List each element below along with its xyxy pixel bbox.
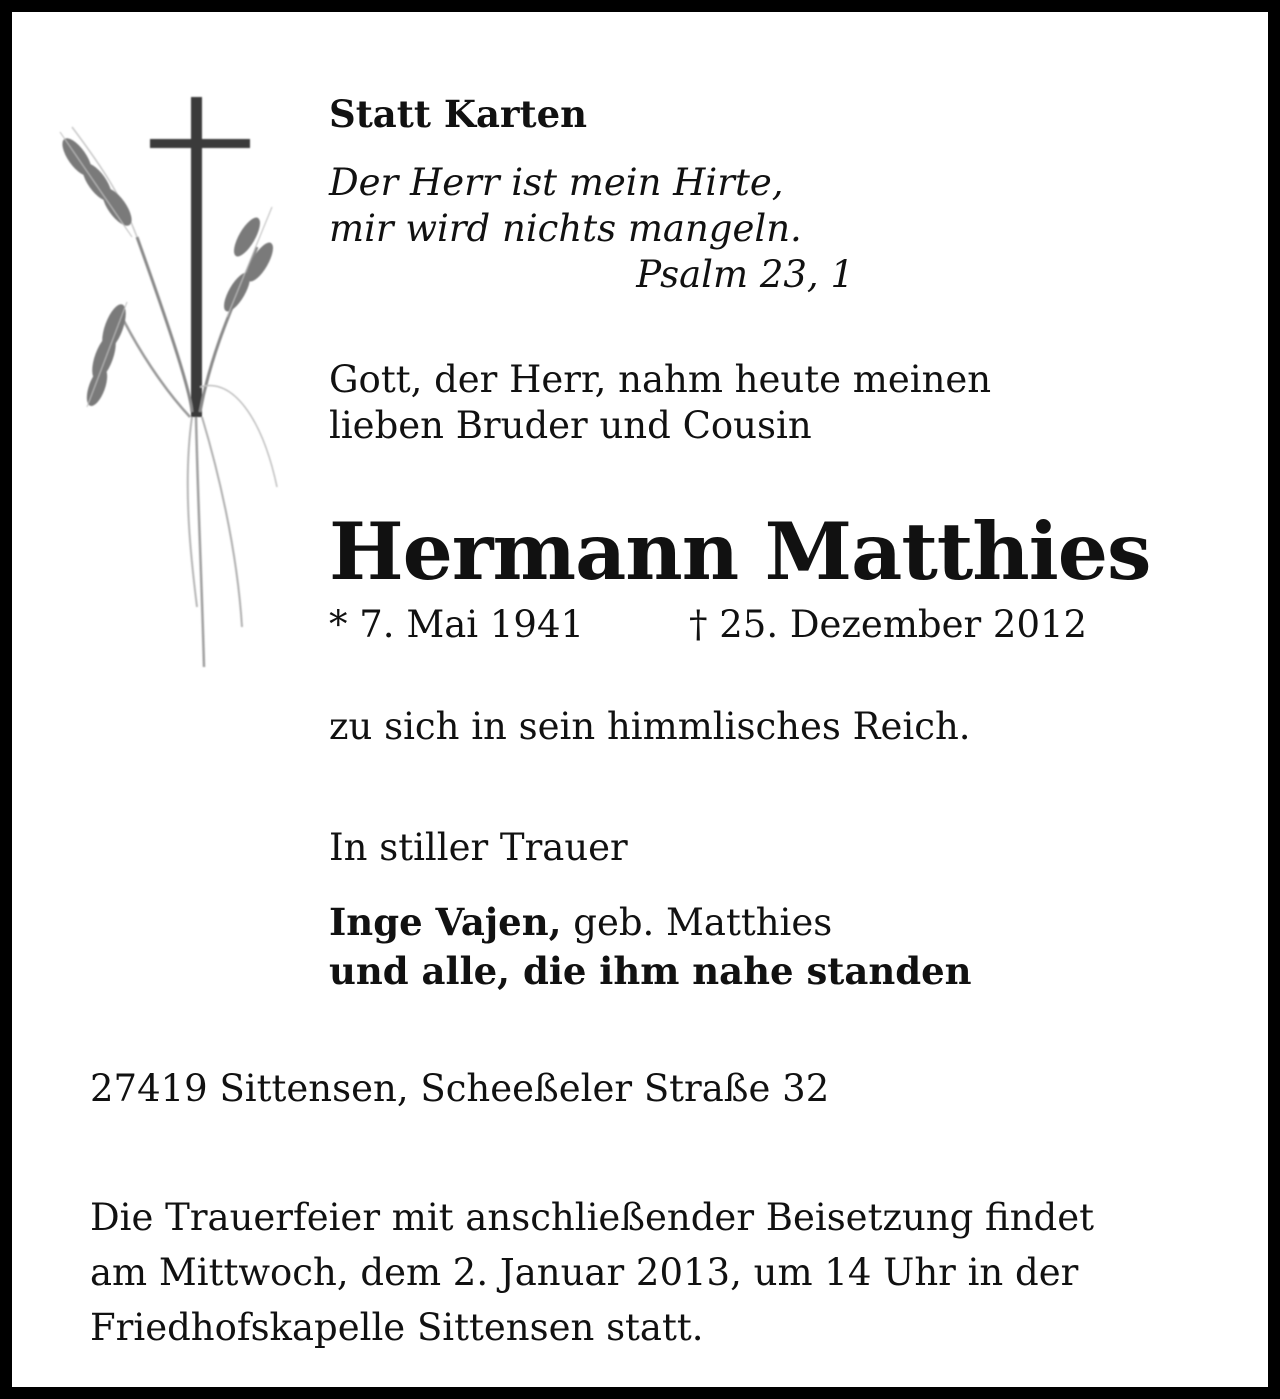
deceased-name: Hermann Matthies xyxy=(329,505,1151,598)
primary-mourner-name: Inge Vajen, xyxy=(329,900,562,944)
other-mourners: und alle, die ihm nahe standen xyxy=(329,949,972,993)
primary-mourner-suffix: geb. Matthies xyxy=(561,901,833,944)
address: 27419 Sittensen, Scheeßeler Straße 32 xyxy=(90,1067,830,1110)
intro-line-1: Gott, der Herr, nahm heute meinen xyxy=(329,358,992,401)
header-statt-karten: Statt Karten xyxy=(329,92,588,136)
service-info xyxy=(90,1190,1094,1355)
closing-text: zu sich in sein himmlisches Reich. xyxy=(329,705,971,748)
psalm-reference: Psalm 23, 1 xyxy=(636,253,854,296)
psalm-line-2: mir wird nichts mangeln. xyxy=(329,207,802,250)
birth-date: * 7. Mai 1941 xyxy=(329,603,585,646)
intro-text xyxy=(329,357,991,449)
service-line-1: Die Trauerfeier mit anschließender Beisetzung findet xyxy=(90,1196,1095,1239)
death-date: † 25. Dezember 2012 xyxy=(689,603,1088,646)
service-line-3: Friedhofskapelle Sittensen statt. xyxy=(90,1306,704,1349)
mourning-phrase: In stiller Trauer xyxy=(329,826,628,869)
cross-with-wheat-icon xyxy=(42,87,302,687)
psalm-verse xyxy=(329,160,854,298)
psalm-line-1: Der Herr ist mein Hirte, xyxy=(329,161,784,204)
intro-line-2: lieben Bruder und Cousin xyxy=(329,404,812,447)
mourners-list xyxy=(329,898,972,996)
service-line-2: am Mittwoch, dem 2. Januar 2013, um 14 Uhr in der xyxy=(90,1251,1079,1294)
